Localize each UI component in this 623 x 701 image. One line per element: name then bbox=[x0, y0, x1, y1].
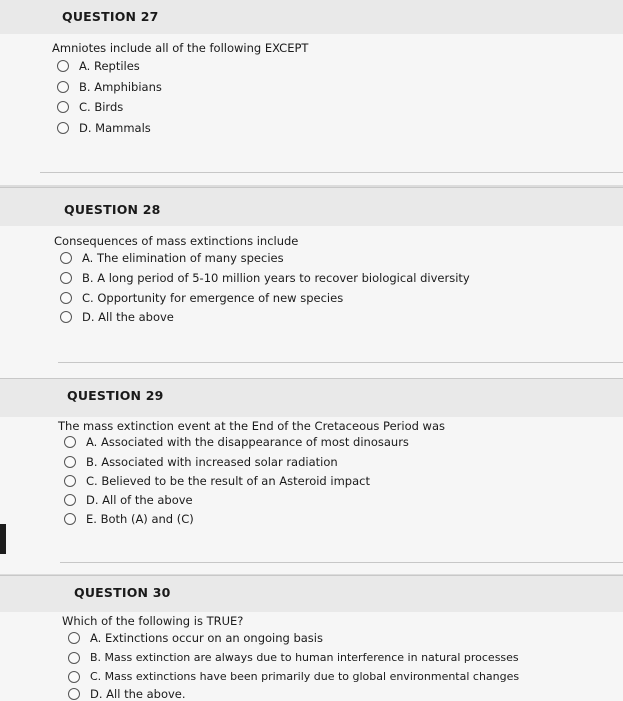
option-label: B. Amphibians bbox=[79, 80, 162, 94]
radio-button[interactable] bbox=[60, 272, 72, 284]
option-label: B. Associated with increased solar radiation bbox=[86, 455, 338, 469]
question-number: QUESTION 29 bbox=[67, 388, 164, 403]
question-block-29 bbox=[0, 378, 623, 574]
question-prompt: Consequences of mass extinctions include bbox=[54, 234, 299, 248]
option-label: C. Opportunity for emergence of new species bbox=[82, 291, 344, 305]
question-number: QUESTION 28 bbox=[64, 202, 161, 217]
option-label: A. Reptiles bbox=[79, 59, 140, 73]
radio-button[interactable] bbox=[57, 101, 69, 113]
answer-option-b[interactable] bbox=[60, 271, 470, 285]
question-divider bbox=[60, 562, 623, 563]
answer-option-d[interactable] bbox=[60, 310, 174, 324]
question-number: QUESTION 30 bbox=[74, 585, 171, 600]
answer-option-a[interactable] bbox=[60, 251, 284, 265]
option-label: D. All of the above bbox=[86, 493, 193, 507]
answer-option-a[interactable] bbox=[68, 631, 323, 645]
answer-option-b[interactable] bbox=[57, 80, 162, 94]
option-label: B. A long period of 5-10 million years to recover biological diversity bbox=[82, 271, 470, 285]
radio-button[interactable] bbox=[57, 81, 69, 93]
question-block-27 bbox=[0, 0, 623, 185]
answer-option-c[interactable] bbox=[64, 474, 370, 488]
answer-option-b[interactable] bbox=[64, 455, 338, 469]
radio-button[interactable] bbox=[60, 311, 72, 323]
question-block-30 bbox=[0, 575, 623, 701]
option-label: D. All the above bbox=[82, 310, 174, 324]
option-label: C. Believed to be the result of an Asteroid impact bbox=[86, 474, 370, 488]
answer-option-c[interactable] bbox=[68, 670, 519, 683]
answer-option-c[interactable] bbox=[60, 291, 343, 305]
radio-button[interactable] bbox=[68, 632, 80, 644]
question-divider bbox=[58, 362, 623, 363]
answer-option-b[interactable] bbox=[68, 651, 519, 664]
option-label: C. Birds bbox=[79, 100, 124, 114]
radio-button[interactable] bbox=[64, 436, 76, 448]
answer-option-d[interactable] bbox=[64, 493, 193, 507]
radio-button[interactable] bbox=[68, 671, 80, 683]
option-label: D. All the above. bbox=[90, 687, 186, 701]
radio-button[interactable] bbox=[60, 292, 72, 304]
answer-option-a[interactable] bbox=[57, 59, 140, 73]
question-divider bbox=[40, 172, 623, 173]
radio-button[interactable] bbox=[64, 456, 76, 468]
option-label: E. Both (A) and (C) bbox=[86, 512, 194, 526]
option-label: C. Mass extinctions have been primarily due to global environmental changes bbox=[90, 670, 520, 683]
answer-option-a[interactable] bbox=[64, 435, 409, 449]
option-label: A. Extinctions occur on an ongoing basis bbox=[90, 631, 323, 645]
radio-button[interactable] bbox=[68, 688, 80, 700]
radio-button[interactable] bbox=[68, 652, 80, 664]
radio-button[interactable] bbox=[57, 60, 69, 72]
answer-option-e[interactable] bbox=[64, 512, 194, 526]
option-label: A. Associated with the disappearance of most dinosaurs bbox=[86, 435, 409, 449]
radio-button[interactable] bbox=[57, 122, 69, 134]
radio-button[interactable] bbox=[60, 252, 72, 264]
answer-option-d[interactable] bbox=[57, 121, 151, 135]
radio-button[interactable] bbox=[64, 475, 76, 487]
question-prompt: The mass extinction event at the End of the Cretaceous Period was bbox=[58, 419, 446, 433]
option-label: A. The elimination of many species bbox=[82, 251, 284, 265]
question-number: QUESTION 27 bbox=[62, 9, 159, 24]
option-label: B. Mass extinction are always due to human interference in natural processes bbox=[90, 651, 519, 664]
question-prompt: Amniotes include all of the following EXCEPT bbox=[52, 41, 309, 55]
question-block-28 bbox=[0, 187, 623, 378]
radio-button[interactable] bbox=[64, 513, 76, 525]
option-label: D. Mammals bbox=[79, 121, 151, 135]
radio-button[interactable] bbox=[64, 494, 76, 506]
answer-option-c[interactable] bbox=[57, 100, 123, 114]
question-prompt: Which of the following is TRUE? bbox=[62, 614, 244, 628]
answer-option-d[interactable] bbox=[68, 687, 186, 701]
window-edge bbox=[0, 524, 6, 554]
